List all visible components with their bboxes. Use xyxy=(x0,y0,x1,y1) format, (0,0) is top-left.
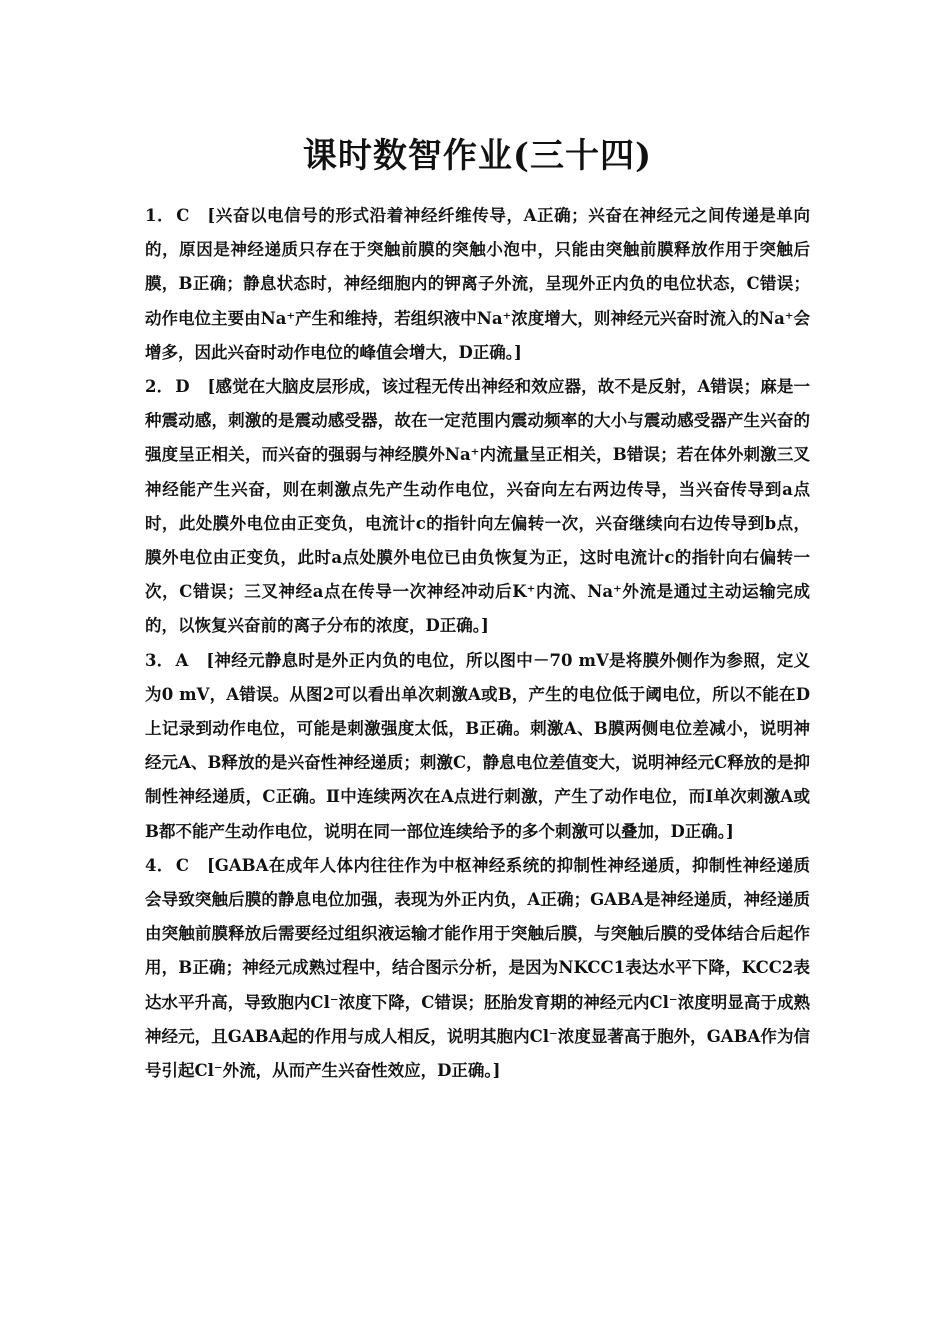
answer-choice: D xyxy=(175,377,190,397)
answer-number: 1． xyxy=(145,206,175,225)
answer-item-1 xyxy=(145,199,810,370)
answer-explanation: [兴奋以电信号的形式沿着神经纤维传导，A正确；兴奋在神经元之间传递是单向的，原因是神经递质只存在于突触前膜的突触小泡中，只能由突触前膜释放作用于突触后膜，B正确；静息状态时，神经细胞内的钾离子外流，呈现外正内负的电位状态，C错误；动作电位主要由Na⁺产生和维持，若组织液中Na⁺浓度增大，则神经元兴奋时流入的Na⁺会增多，因此兴奋时动作电位的峰值会增大，D正确。] xyxy=(145,206,810,362)
answer-number: 2． xyxy=(145,377,174,397)
answer-choice: C xyxy=(176,206,190,225)
answer-explanation: [GABA在成年人体内往往作为中枢神经系统的抑制性神经递质，抑制性神经递质会导致突触后膜的静息电位加强，表现为外正内负，A正确；GABA是神经递质，神经递质由突触前膜释放后需要经过组织液运输才能作用于突触后膜，与突触后膜的受体结合后起作用，B正确；神经元成熟过程中，结合图示分析，是因为NKCC1表达水平下降，KCC2表达水平升高，导致胞内Cl⁻浓度下降，C错误；胚胎发育期的神经元内Cl⁻浓度明显高于成熟神经元，且GABA起的作用与成人相反，说明其胞内Cl⁻浓度显著高于胞外，GABA作为信号引起Cl⁻外流，从而产生兴奋性效应，D正确。] xyxy=(145,855,811,1081)
answer-choice: A xyxy=(175,650,189,670)
answer-explanation: [感觉在大脑皮层形成，该过程无传出神经和效应器，故不是反射，A错误；麻是一种震动感，刺激的是震动感受器，故在一定范围内震动频率的大小与震动感受器产生兴奋的强度呈正相关，而兴奋的强弱与神经膜外Na⁺内流量呈正相关，B错误；若在体外刺激三叉神经能产生兴奋，则在刺激点先产生动作电位，兴奋向左右两边传导，当兴奋传导到a点时，此处膜外电位由正变负，电流计c的指针向左偏转一次，兴奋继续向右边传导到b点，膜外电位由正变负，此时a点处膜外电位已由负恢复为正，这时电流计c的指针向右偏转一次，C错误；三叉神经a点在传导一次神经冲动后K⁺内流、Na⁺外流是通过主动运输完成的，以恢复兴奋前的离子分布的浓度，D正确。] xyxy=(145,377,811,636)
page-title: 课时数智作业(三十四) xyxy=(302,136,653,176)
document-page xyxy=(145,120,810,1088)
answer-explanation: [神经元静息时是外正内负的电位，所以图中－70 mV是将膜外侧作为参照，定义为0 mV，A错误。从图2可以看出单次刺激A或B，产生的电位低于阈电位，所以不能在D上记录到动作电位，可能是刺激强度太低，B正确。刺激A、B膜两侧电位差减小，说明神经元A、B释放的是兴奋性神经递质；刺激C，静息电位差值变大，说明神经元C释放的是抑制性神经递质，C正确。Ⅱ中连续两次在A点进行刺激，产生了动作电位，而Ⅰ单次刺激A或B都不能产生动作电位，说明在同一部位连续给予的多个刺激可以叠加，D正确。] xyxy=(145,650,811,841)
answer-item-3 xyxy=(145,644,810,849)
answer-choice: C xyxy=(175,855,189,875)
answer-number: 4． xyxy=(145,855,174,875)
answer-item-4 xyxy=(145,849,810,1088)
answer-item-2 xyxy=(145,370,810,644)
answer-number: 3． xyxy=(145,650,174,670)
